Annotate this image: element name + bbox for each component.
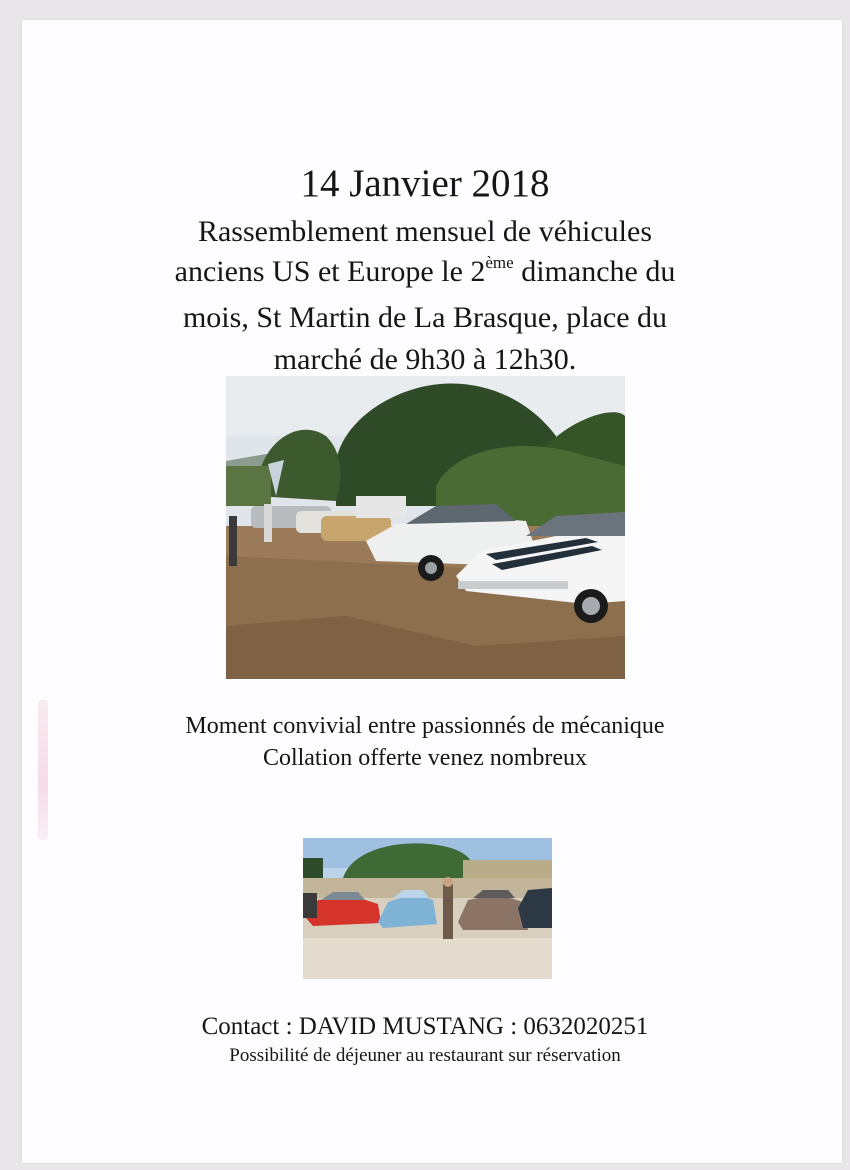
description-line-2-end: dimanche du [513, 255, 676, 288]
description-line-1: Rassemblement mensuel de véhicules [197, 215, 653, 248]
contact-line: Contact : DAVID MUSTANG : 0632020251 [201, 1013, 649, 1040]
description-line-2 [0, 252, 850, 292]
restaurant-note: Possibilité de déjeuner au restaurant sur réservation [229, 1045, 621, 1066]
description-line-3: mois, St Martin de La Brasque, place du [182, 301, 668, 334]
description-line-4: marché de 9h30 à 12h30. [273, 343, 577, 376]
event-date: 14 Janvier 2018 [300, 162, 550, 205]
classic-mustangs-photo [226, 376, 625, 679]
message-line-2: Collation offerte venez nombreux [262, 745, 588, 771]
citroen-ds-lineup-photo [303, 838, 552, 979]
ordinal-suffix: ème [485, 253, 514, 272]
message-line-1: Moment convivial entre passionnés de mécanique [185, 713, 665, 739]
description-line-2-start: anciens US et Europe le 2 [174, 255, 486, 288]
